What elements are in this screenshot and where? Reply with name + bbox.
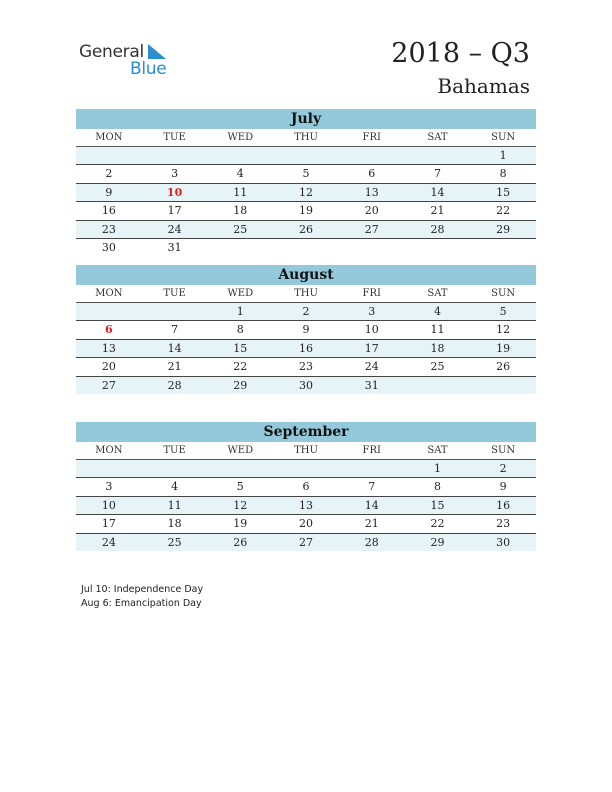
week-row — [76, 340, 536, 358]
day-cell — [142, 303, 208, 320]
day-cell: 25 — [430, 360, 445, 374]
day-cell: 31 — [364, 378, 379, 392]
weekday-header-row — [76, 442, 536, 460]
day-cell: 28 — [364, 535, 379, 549]
day-cell — [339, 239, 405, 256]
day-cell: 20 — [101, 360, 116, 374]
weekday-label: WED — [227, 132, 254, 143]
holiday-note: Jul 10: Independence Day — [81, 584, 204, 595]
week-row — [76, 497, 536, 515]
logo-text-blue: Blue — [130, 59, 167, 79]
day-cell: 29 — [496, 222, 511, 236]
day-cell — [76, 303, 142, 320]
week-row — [76, 184, 536, 202]
week-row — [76, 239, 536, 256]
day-cell: 24 — [364, 360, 379, 374]
day-cell: 23 — [299, 360, 314, 374]
weekday-header-row — [76, 285, 536, 303]
week-row — [76, 202, 536, 220]
day-cell: 4 — [171, 480, 179, 494]
day-cell: 16 — [299, 341, 314, 355]
day-cell: 4 — [433, 305, 441, 318]
weekday-label: THU — [294, 288, 318, 299]
week-row — [76, 221, 536, 239]
week-row — [76, 515, 536, 533]
day-cell: 9 — [499, 480, 507, 494]
day-cell: 25 — [167, 535, 182, 549]
day-cell: 5 — [236, 480, 244, 494]
day-cell: 11 — [233, 185, 248, 199]
weekday-header-row — [76, 129, 536, 147]
month-title: August — [76, 265, 536, 285]
day-cell: 8 — [236, 323, 244, 337]
weekday-label: TUE — [163, 288, 186, 299]
day-cell: 30 — [101, 240, 116, 254]
week-row — [76, 377, 536, 394]
day-cell: 30 — [299, 378, 314, 392]
day-cell — [470, 377, 536, 394]
day-cell: 24 — [167, 222, 182, 236]
day-cell: 9 — [302, 323, 310, 337]
week-row — [76, 303, 536, 321]
logo-flag-icon — [146, 44, 168, 60]
day-cell — [273, 460, 339, 477]
weekday-label: TUE — [163, 445, 186, 456]
day-cell: 3 — [368, 305, 376, 318]
day-cell: 23 — [496, 517, 511, 531]
day-cell: 27 — [299, 535, 314, 549]
day-cell: 13 — [101, 341, 116, 355]
weekday-label: SUN — [491, 132, 516, 143]
day-cell: 15 — [430, 498, 445, 512]
holiday-notes — [81, 583, 203, 611]
day-cell: 11 — [430, 323, 445, 337]
weekday-label: MON — [95, 288, 123, 299]
day-cell — [207, 460, 273, 477]
logo-text-general: General — [79, 42, 144, 62]
day-cell: 17 — [167, 204, 182, 218]
month-calendar-july — [76, 109, 536, 256]
day-cell: 2 — [499, 462, 507, 475]
day-cell: 14 — [167, 341, 182, 355]
day-cell: 20 — [364, 204, 379, 218]
day-cell: 14 — [364, 498, 379, 512]
day-cell — [405, 239, 471, 256]
day-cell: 27 — [364, 222, 379, 236]
day-cell: 16 — [496, 498, 511, 512]
day-cell: 3 — [171, 167, 179, 181]
day-cell: 15 — [233, 341, 248, 355]
country-name: Bahamas — [437, 74, 530, 98]
day-cell: 18 — [167, 517, 182, 531]
day-cell: 4 — [236, 167, 244, 181]
day-cell: 2 — [105, 167, 113, 181]
week-row — [76, 165, 536, 183]
week-row — [76, 147, 536, 165]
day-cell — [142, 460, 208, 477]
weekday-label: WED — [227, 288, 254, 299]
month-grid — [76, 129, 536, 256]
day-cell — [405, 377, 471, 394]
day-cell — [76, 147, 142, 164]
week-row — [76, 358, 536, 376]
day-cell — [470, 239, 536, 256]
day-cell — [273, 147, 339, 164]
holiday-note: Aug 6: Emancipation Day — [81, 598, 202, 609]
day-cell: 10 — [364, 323, 379, 337]
page-title: 2018 – Q3 — [391, 38, 530, 69]
weekday-label: FRI — [362, 445, 381, 456]
weekday-label: MON — [95, 445, 123, 456]
day-cell: 7 — [433, 167, 441, 181]
weekday-label: SAT — [427, 132, 448, 143]
day-cell — [273, 239, 339, 256]
day-cell: 25 — [233, 222, 248, 236]
day-cell: 1 — [499, 149, 507, 162]
weekday-label: SAT — [427, 288, 448, 299]
day-cell: 12 — [299, 185, 314, 199]
day-cell: 11 — [167, 498, 182, 512]
day-cell: 21 — [364, 517, 379, 531]
day-cell: 3 — [105, 480, 113, 494]
day-cell: 26 — [496, 360, 511, 374]
month-calendar-august — [76, 265, 536, 394]
day-cell — [142, 147, 208, 164]
month-calendar-september — [76, 422, 536, 551]
day-cell: 13 — [364, 185, 379, 199]
month-grid — [76, 442, 536, 551]
day-cell: 22 — [496, 204, 511, 218]
day-cell — [76, 460, 142, 477]
day-cell: 12 — [496, 323, 511, 337]
day-cell: 16 — [101, 204, 116, 218]
week-row — [76, 460, 536, 478]
day-cell: 29 — [430, 535, 445, 549]
month-grid — [76, 285, 536, 394]
day-cell: 26 — [233, 535, 248, 549]
day-cell: 22 — [430, 517, 445, 531]
day-cell: 24 — [101, 535, 116, 549]
weekday-label: THU — [294, 132, 318, 143]
day-cell: 5 — [302, 167, 310, 181]
day-cell: 15 — [496, 185, 511, 199]
day-cell: 7 — [171, 323, 179, 337]
day-cell — [339, 147, 405, 164]
day-cell — [207, 147, 273, 164]
day-cell: 2 — [302, 305, 310, 318]
day-cell: 6 — [368, 167, 376, 181]
day-cell: 18 — [233, 204, 248, 218]
day-cell: 9 — [105, 185, 113, 199]
day-cell — [339, 460, 405, 477]
day-cell: 21 — [430, 204, 445, 218]
month-title: September — [76, 422, 536, 442]
day-cell: 17 — [101, 517, 116, 531]
day-cell: 1 — [236, 305, 244, 318]
weekday-label: MON — [95, 132, 123, 143]
day-cell: 18 — [430, 341, 445, 355]
day-cell: 5 — [499, 305, 507, 318]
day-cell: 30 — [496, 535, 511, 549]
day-cell: 8 — [499, 167, 507, 181]
day-cell: 12 — [233, 498, 248, 512]
holiday-day-cell: 10 — [166, 185, 183, 199]
weekday-label: SUN — [491, 288, 516, 299]
weekday-label: WED — [227, 445, 254, 456]
weekday-label: FRI — [362, 288, 381, 299]
day-cell: 28 — [430, 222, 445, 236]
day-cell: 10 — [101, 498, 116, 512]
day-cell: 17 — [364, 341, 379, 355]
weekday-label: TUE — [163, 132, 186, 143]
day-cell: 23 — [101, 222, 116, 236]
day-cell: 19 — [299, 204, 314, 218]
day-cell: 26 — [299, 222, 314, 236]
day-cell — [207, 239, 273, 256]
weekday-label: SUN — [491, 445, 516, 456]
day-cell: 8 — [433, 480, 441, 494]
day-cell: 29 — [233, 378, 248, 392]
day-cell: 13 — [299, 498, 314, 512]
day-cell: 7 — [368, 480, 376, 494]
week-row — [76, 534, 536, 551]
day-cell: 27 — [101, 378, 116, 392]
week-row — [76, 321, 536, 339]
day-cell — [405, 147, 471, 164]
day-cell: 28 — [167, 378, 182, 392]
day-cell: 20 — [299, 517, 314, 531]
day-cell: 1 — [433, 462, 441, 475]
day-cell: 19 — [496, 341, 511, 355]
day-cell: 14 — [430, 185, 445, 199]
holiday-day-cell: 6 — [105, 323, 113, 337]
day-cell: 19 — [233, 517, 248, 531]
weekday-label: THU — [294, 445, 318, 456]
day-cell: 22 — [233, 360, 248, 374]
day-cell: 6 — [302, 480, 310, 494]
generalblue-logo — [79, 42, 179, 82]
month-title: July — [76, 109, 536, 129]
weekday-label: SAT — [427, 445, 448, 456]
day-cell: 31 — [167, 240, 182, 254]
week-row — [76, 478, 536, 496]
day-cell: 21 — [167, 360, 182, 374]
weekday-label: FRI — [362, 132, 381, 143]
